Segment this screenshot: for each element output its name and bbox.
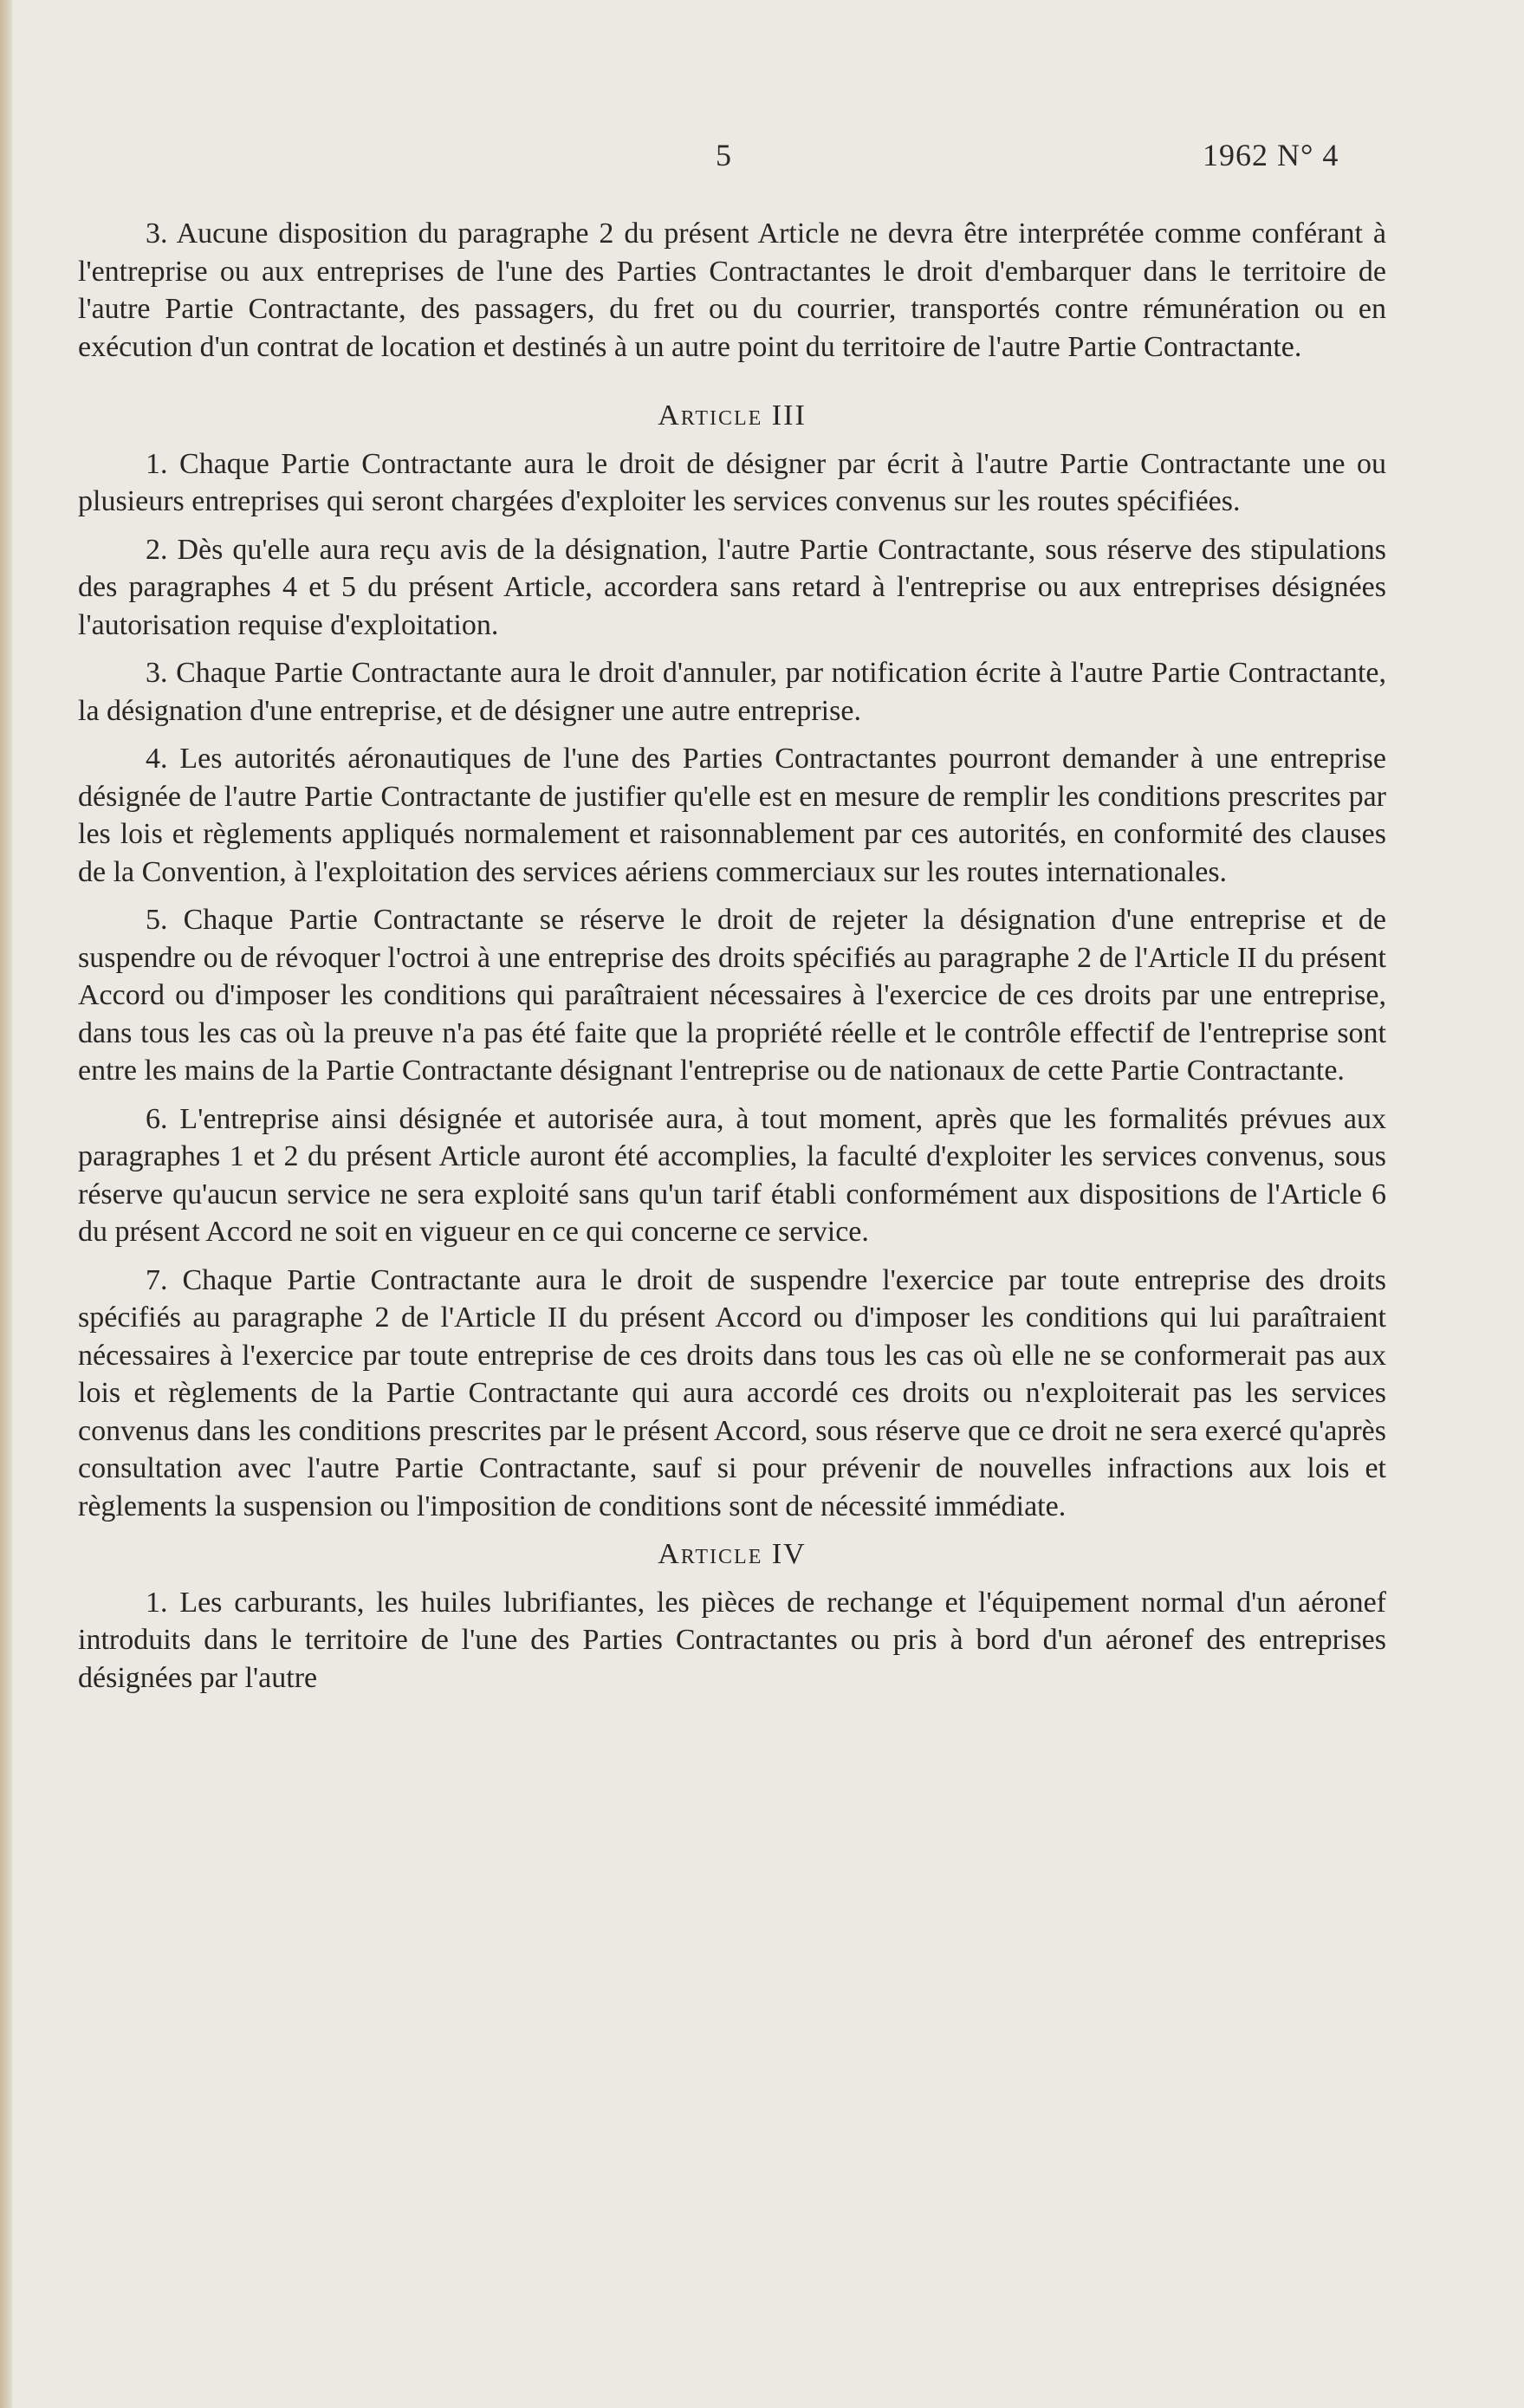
page-number: 5 — [716, 138, 731, 172]
issue-reference: 1962 N° 4 — [1203, 138, 1339, 172]
paragraph-article-iii-7: 7. Chaque Partie Contractante aura le droit de suspendre l'exercice par toute entreprise des droits spécifiés au paragraphe 2 de l'Article II du présent Accord ou d'imposer les conditions qui lui paraîtraient nécessaires à l'exercice par toute entreprise de ces droits dans tous les cas où elle ne se conformerait pas aux lois et règlements de la Partie Contractante qui aura accordé ces droits ou n'exploiterait pas les services convenus dans les conditions prescrites par le présent Accord, sous réserve que ce droit ne sera exercé qu'après consultation avec l'autre Partie Contractante, sauf si pour prévenir de nouvelles infractions aux lois et règlements la suspension ou l'imposition de conditions sont de nécessité immédiate. — [78, 1263, 1386, 1522]
document-body — [78, 215, 1386, 1697]
paragraph-article-iv-1: 1. Les carburants, les huiles lubrifiantes, les pièces de rechange et l'équipement normal d'un aéronef introduits dans le territoire de l'une des Parties Contractantes ou pris à bord d'un aéronef des entreprises désignées par l'autre — [78, 1586, 1386, 1694]
paragraph-article-iii-5: 5. Chaque Partie Contractante se réserve le droit de rejeter la désignation d'une entreprise et de suspendre ou de révoquer l'octroi à une entreprise des droits spécifiés au paragraphe 2 de l'Article II du présent Accord ou d'imposer les conditions qui paraîtraient nécessaires à l'exercice de ces droits par une entreprise, dans tous les cas où la preuve n'a pas été faite que la propriété réelle et le contrôle effectif de l'entreprise sont entre les mains de la Partie Contractante désignant l'entreprise ou de nationaux de cette Partie Contractante. — [78, 904, 1386, 1087]
article-iii-heading: Article III — [658, 399, 807, 432]
article-iv-heading: Article IV — [658, 1538, 807, 1570]
page-header — [0, 137, 1524, 180]
paragraph-article-iii-6: 6. L'entreprise ainsi désignée et autorisée aura, à tout moment, après que les formalités prévues aux paragraphes 1 et 2 du présent Article auront été accomplies, la faculté d'exploiter les services convenus, sous réserve qu'aucun service ne sera exploité sans qu'un tarif établi conformément aux dispositions de l'Article 6 du présent Accord ne soit en vigueur en ce qui concerne ce service. — [78, 1102, 1386, 1248]
paragraph-article-iii-2: 2. Dès qu'elle aura reçu avis de la désignation, l'autre Partie Contractante, sous réserve des stipulations des paragraphes 4 et 5 du présent Article, accordera sans retard à l'entreprise ou aux entreprises désignées l'autorisation requise d'exploitation. — [78, 533, 1386, 641]
paragraph-article-iii-1: 1. Chaque Partie Contractante aura le droit de désigner par écrit à l'autre Partie Contractante une ou plusieurs entreprises qui seront chargées d'exploiter les services convenus sur les routes spécifiées. — [78, 447, 1386, 517]
paragraph-article-iii-3: 3. Chaque Partie Contractante aura le droit d'annuler, par notification écrite à l'autre Partie Contractante, la désignation d'une entreprise, et de désigner une autre entreprise. — [78, 657, 1386, 727]
page-binding-edge — [0, 0, 12, 2408]
paragraph-article-iii-4: 4. Les autorités aéronautiques de l'une des Parties Contractantes pourront demander à une entreprise désignée de l'autre Partie Contractante de justifier qu'elle est en mesure de remplir les conditions prescrites par les lois et règlements appliqués normalement et raisonnablement par ces autorités, en conformité des clauses de la Convention, à l'exploitation des services aériens commerciaux sur les routes internationales. — [78, 743, 1386, 888]
paragraph-article-ii-3: 3. Aucune disposition du paragraphe 2 du présent Article ne devra être interprétée comme conférant à l'entreprise ou aux entreprises de l'une des Parties Contractantes le droit d'embarquer dans le territoire de l'autre Partie Contractante, des passagers, du fret ou du courrier, transportés contre rémunération ou en exécution d'un contrat de location et destinés à un autre point du territoire de l'autre Partie Contractante. — [78, 217, 1386, 363]
